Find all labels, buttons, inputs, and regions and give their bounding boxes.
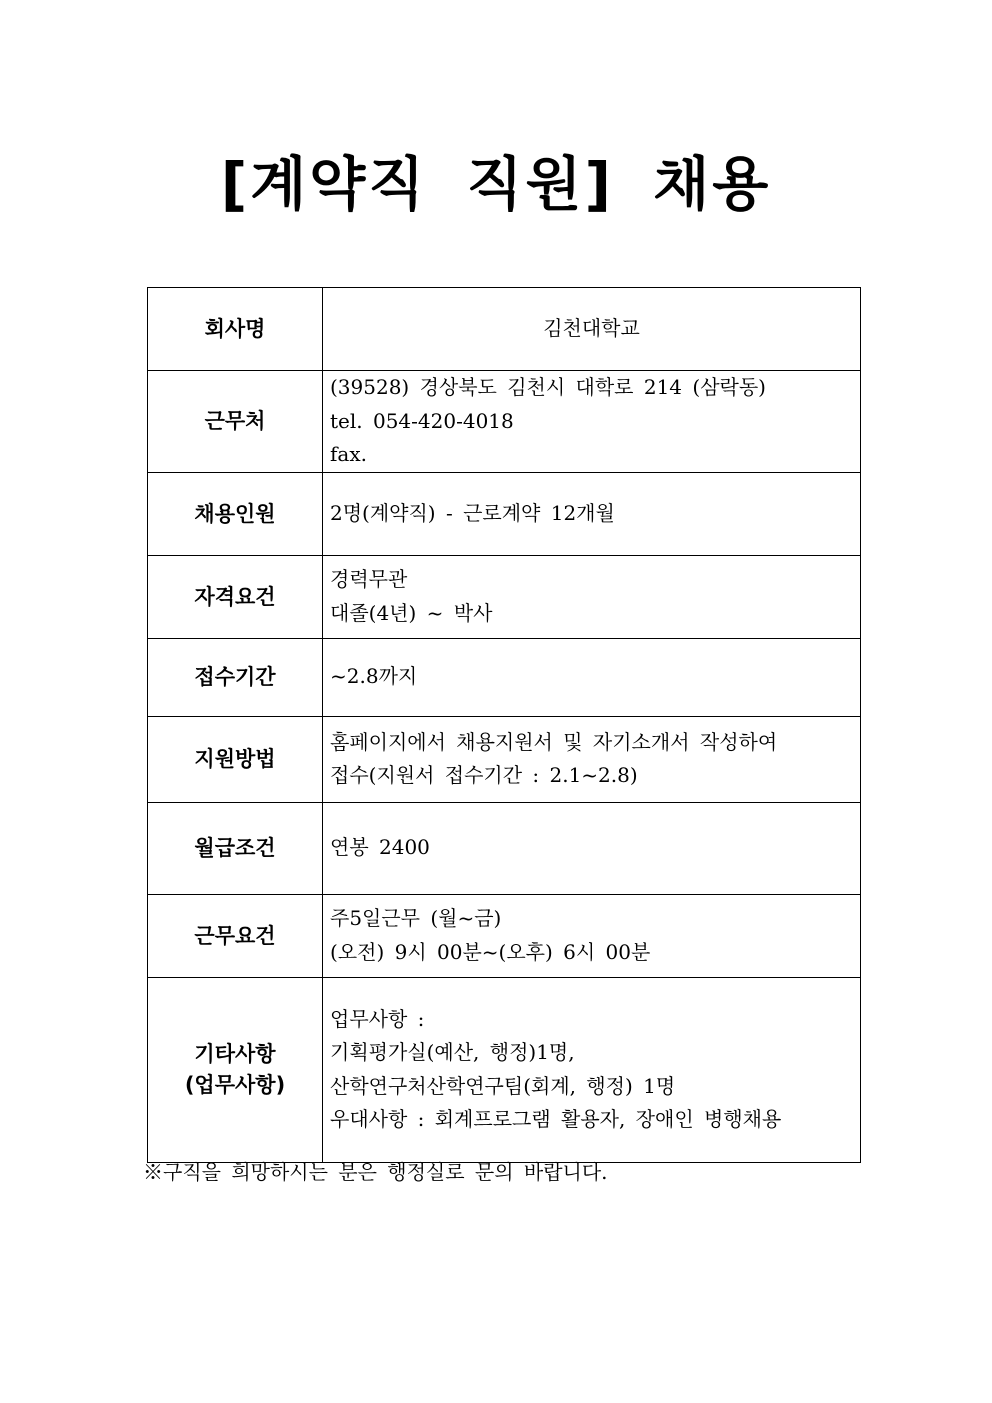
label-text: 접수기간 [194,665,276,690]
label-text: 자격요건 [194,584,276,609]
table-row-application-period [148,638,861,716]
value-text: 접수(지원서 접수기간 : 2.1~2.8) [330,763,638,788]
value-qualifications [323,555,861,638]
label-text: 지원방법 [194,747,276,772]
label-qualifications [148,555,323,638]
value-text: 산학연구처산학연구팀(회계, 행정) 1명 [330,1073,676,1098]
value-work-conditions [323,894,861,977]
label-text: 월급조건 [194,836,276,861]
label-text: 근무처 [204,409,266,434]
label-text: (업무사항) [184,1072,286,1097]
value-other [323,977,861,1162]
label-application-period [148,638,323,716]
value-salary [323,802,861,894]
label-company [148,288,323,371]
table-row-salary [148,802,861,894]
value-text: 연봉 2400 [330,835,430,860]
value-text: fax. [330,442,367,467]
job-info-table [147,287,861,1163]
value-text: 김천대학교 [543,316,640,341]
value-text: 기획평가실(예산, 행정)1명, [330,1040,575,1065]
value-text: 대졸(4년) ~ 박사 [330,600,493,625]
value-text: (39528) 경상북도 김천시 대학로 214 (삼락동) [330,375,766,399]
label-text: 채용인원 [194,501,276,526]
table-row-headcount [148,472,861,555]
label-text: 회사명 [204,316,266,341]
value-application-method [323,716,861,802]
footer-note: ※구직을 희망하시는 분은 행정실로 문의 바랍니다. [143,1160,608,1184]
label-work-conditions [148,894,323,977]
label-text: 기타사항 [194,1042,276,1067]
value-application-period [323,638,861,716]
value-company [323,288,861,371]
value-text: ~2.8까지 [330,664,418,689]
label-application-method [148,716,323,802]
value-text: 홈페이지에서 채용지원서 및 자기소개서 작성하여 [330,729,778,754]
table-row-application-method [148,716,861,802]
value-text: 2명(계약직) - 근로계약 12개월 [330,500,615,525]
value-text: 주5일근무 (월~금) [330,906,502,931]
label-other [148,977,323,1162]
value-text: 업무사항 : [330,1006,425,1031]
table-row-other [148,977,861,1162]
table-row-workplace [148,371,861,473]
label-text: 근무요건 [194,923,276,948]
value-text: 경력무관 [330,567,408,592]
value-workplace [323,371,861,473]
label-workplace [148,371,323,473]
label-headcount [148,472,323,555]
table-row-work-conditions [148,894,861,977]
label-salary [148,802,323,894]
page-title: [계약직 직원] 채용 [220,150,772,218]
table-row-company [148,288,861,371]
value-headcount [323,472,861,555]
value-text: 우대사항 : 회계프로그램 활용자, 장애인 병행채용 [330,1107,782,1132]
value-text: (오전) 9시 00분~(오후) 6시 00분 [330,939,651,964]
table-row-qualifications [148,555,861,638]
value-text: tel. 054-420-4018 [330,408,514,433]
